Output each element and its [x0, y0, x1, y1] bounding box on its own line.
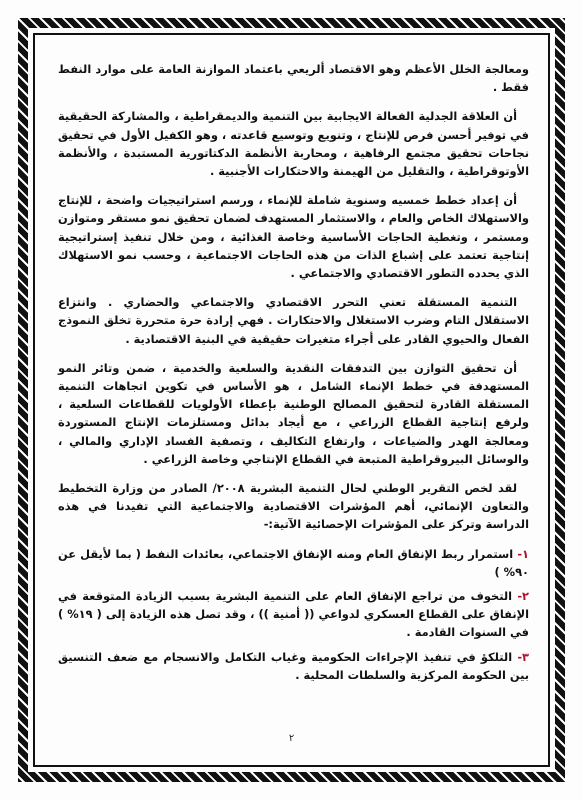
- indicator-list: [58, 545, 529, 684]
- list-item-number: ٣-: [517, 649, 529, 664]
- list-item: [58, 545, 529, 581]
- list-item-text: استمرار ربط الإنفاق العام ومنه الإنفاق الاجتماعي، بعائدات النفط ( بما لأيقل عن ٩٠% ): [58, 546, 529, 579]
- list-item-text: التلكؤ في تنفيذ الإجراءات الحكومية وغياب التكامل والانسجام مع ضعف التنسيق بين الحكومة المركزية والسلطات المحلية .: [58, 649, 529, 682]
- list-item-text: التخوف من تراجع الإنفاق العام على التنمية البشرية بسبب الزيادة المتوقعة في الإنفاق على القطاع العسكري لدواعي (( أمنية )) ، وقد تصل هذه الزيادة إلى ( ١٩% ) في السنوات القادمة .: [58, 589, 529, 640]
- paragraph-4: التنمية المستقلة تعني التحرر الاقتصادي والاجتماعي والحضاري . وانتزاع الاستقلال التام وضرب الاستغلال والاحتكارات . فهي إرادة حرة متحررة تخلق النموذج الفعال والحيوي القادر على أجراء متغيرات حقيقية في البنية الاقتصادية .: [58, 295, 529, 346]
- paragraph-3: أن إعداد خطط خمسيه وسنوية شاملة للإنماء ، ورسم استراتيجيات واضحة ، للإنتاج والاستهلاك الخاص والعام ، والاستثمار المستهدف لضمان تحقيق نمو مستقر ومتوازن ومستمر ، وتغطية الحاجات الأساسية وخاصة الغذائية ، ومن خلال تنفيذ إستراتيجية إنتاجية تعتمد على إشباع الذات من هذه الحاجات الاجتماعية ، وحسب نمو الاستهلاك الذي يحدده التطور الاقتصادي والاجتماعي .: [58, 193, 529, 281]
- list-item-number: ١-: [517, 546, 529, 561]
- paragraph-6: لقد لخص التقرير الوطني لحال التنمية البشرية ٢٠٠٨/ الصادر من وزارة التخطيط والتعاون الإنمائي، أهم المؤشرات الاقتصادية والاجتماعية التي تفيدنا في هذه الدراسة وتركز على المؤشرات الإحصائية الآتية:-: [58, 481, 529, 532]
- list-item: [58, 587, 529, 642]
- page-number: ٢: [288, 733, 295, 744]
- list-item: [58, 648, 529, 684]
- paragraph-2: أن العلاقة الجدلية الفعالة الايجابية بين التنمية والديمقراطية ، والمشاركة الحقيقية في توفير أحسن فرص للإنتاج ، وتنويع وتوسيع قاعدته ، وهو الكفيل الأول في تحقيق نجاحات تحقيق مجتمع الرفاهية ، ومحاربة الأنظمة الدكتاتورية المستبدة ، والأنظمة الأوتوقراطية ، والتقليل من الهيمنة والاحتكارات الأجنبية .: [58, 109, 529, 179]
- page-content: [58, 60, 529, 752]
- paragraph-5: أن تحقيق التوازن بين التدفقات النقدية والسلعية والخدمية ، ضمن وتائر النمو المستهدفة في خطط الإنماء الشامل ، هو الأساس في تكوين اتجاهات التنمية المستقلة القادرة لتحقيق المصالح الوطنية بإعطاء الأولويات للقطاعات السلعية ، ولرفع إنتاجية القطاع الزراعي ، مع أيجاد بدائل ومستلزمات الإنتاج المستوردة ومعالجة الهدر والضياعات ، وارتفاع التكاليف ، وتصفية الفساد الإداري والمالي ، والوسائل البيروقراطية المتبعة في القطاع الإنتاجي وخاصة الزراعي .: [58, 360, 529, 466]
- paragraph-1: ومعالجة الخلل الأعظم وهو الاقتصاد ألريعي باعتماد الموازنة العامة على موارد النفط فقط .: [58, 62, 529, 95]
- list-item-number: ٢-: [517, 589, 529, 604]
